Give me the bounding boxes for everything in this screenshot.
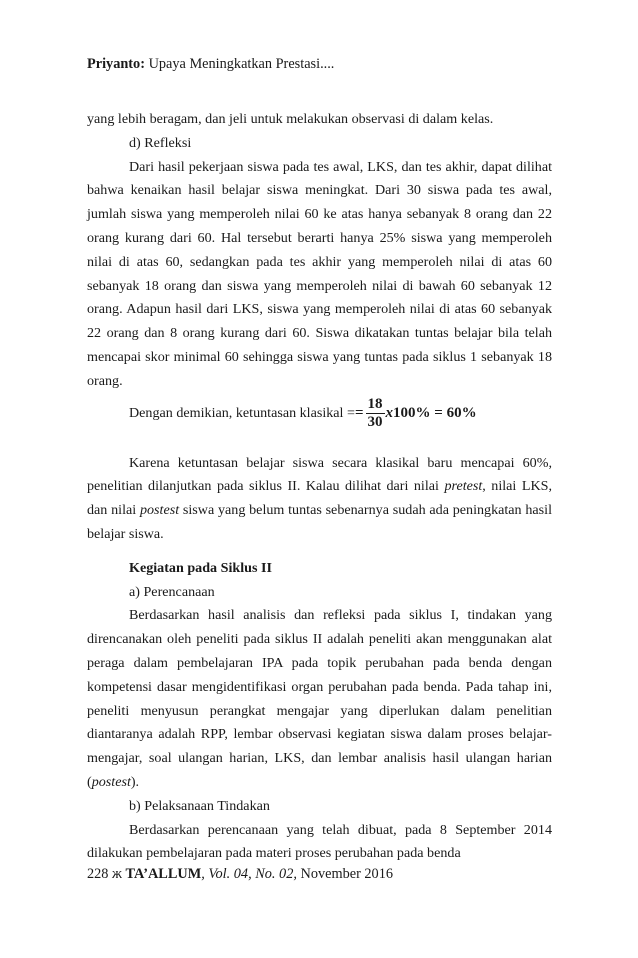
formula-result bbox=[386, 402, 477, 426]
paragraph-perencanaan bbox=[87, 604, 552, 794]
formula-denominator: 30 bbox=[367, 414, 383, 431]
formula-times: x bbox=[385, 404, 394, 421]
footer-journal: TA’ALLUM bbox=[125, 866, 202, 882]
formula-lead: Dengan demikian, ketuntasan klasikal = bbox=[129, 404, 355, 421]
p2-postest: postest bbox=[139, 502, 180, 519]
paragraph-karena bbox=[87, 452, 552, 547]
p3-part-b: ). bbox=[130, 773, 140, 790]
p2-pretest: pretest bbox=[444, 478, 483, 495]
running-head bbox=[87, 56, 334, 73]
formula-fraction bbox=[366, 396, 385, 431]
p2-part-a: Karena ketuntasan belajar siswa secara klasikal baru mencapai 60%, penelitian dilanjutkan pada siklus II. Kalau dilihat dari nilai bbox=[87, 454, 552, 495]
subheading-perencanaan: a) Perencanaan bbox=[129, 583, 215, 600]
formula-percent: 100% = 60% bbox=[393, 404, 477, 421]
section-heading-siklus-ii: Kegiatan pada Siklus II bbox=[129, 559, 272, 576]
running-head-author: Priyanto: bbox=[87, 56, 145, 72]
p3-postest: postest bbox=[91, 773, 131, 790]
body-text bbox=[87, 108, 552, 866]
continuation-line: yang lebih beragam, dan jeli untuk melakukan observasi di dalam kelas. bbox=[87, 111, 494, 127]
footer-page-number: 228 ж bbox=[87, 866, 122, 882]
footer-volume: , Vol. 04, No. 02, bbox=[201, 866, 297, 882]
formula-equals: = bbox=[354, 404, 364, 421]
paragraph-refleksi: Dari hasil pekerjaan siswa pada tes awal, LKS, dan tes akhir, dapat dilihat bahwa kenaikan hasil belajar siswa meningkat. Dari 30 siswa pada tes awal, jumlah siswa yang memperoleh nilai 60 ke atas hanya sebanyak 8 orang dan 22 orang kurang dari 60. Hal tersebut berarti hanya 25% siswa yang memperoleh nilai di atas 60, sedangkan pada tes akhir yang memperoleh nilai di atas 60 sebanyak 18 orang dan siswa yang memperoleh nilai di bawah 60 sebanyak 12 orang. Adapun hasil dari LKS, siswa yang memperoleh nilai di atas 60 sebanyak 22 orang dan 8 orang kurang dari 60. Siswa dikatakan tuntas belajar bila telah mencapai skor minimal 60 sehingga siswa yang tuntas pada siklus 1 sebanyak 18 orang. bbox=[87, 158, 552, 389]
subheading-refleksi: d) Refleksi bbox=[129, 134, 192, 151]
footer-date: November 2016 bbox=[296, 866, 394, 882]
paragraph-pelaksanaan: Berdasarkan perencanaan yang telah dibuat, pada 8 September 2014 dilakukan pembelajaran pada materi proses perubahan pada benda bbox=[87, 821, 552, 862]
subheading-pelaksanaan: b) Pelaksanaan Tindakan bbox=[129, 797, 270, 814]
p2-part-b: , nilai LKS, dan nilai bbox=[87, 478, 552, 519]
page-footer bbox=[87, 866, 393, 883]
p3-part-a: Berdasarkan hasil analisis dan refleksi pada siklus I, tindakan yang direncanakan oleh peneliti pada siklus II adalah peneliti akan menggunakan alat peraga dalam pembelajaran IPA pada topik perubahan pada benda dengan kompetensi dasar mengidentifikasi organ perubahan pada benda. Pada tahap ini, peneliti menyusun perangkat mengajar yang diperlukan dalam penelitian diantaranya adalah RPP, lembar observasi kegiatan siswa dalam proses belajar-mengajar, soal ulangan harian, LKS, dan lembar analisis hasil ulangan harian ( bbox=[87, 607, 552, 790]
formula-ketuntasan bbox=[87, 386, 552, 442]
running-head-title: Upaya Meningkatkan Prestasi.... bbox=[148, 56, 335, 72]
p2-part-c: siswa yang belum tuntas sebenarnya sudah ada peningkatan hasil belajar siswa. bbox=[87, 502, 552, 542]
formula-numerator: 18 bbox=[367, 396, 383, 413]
